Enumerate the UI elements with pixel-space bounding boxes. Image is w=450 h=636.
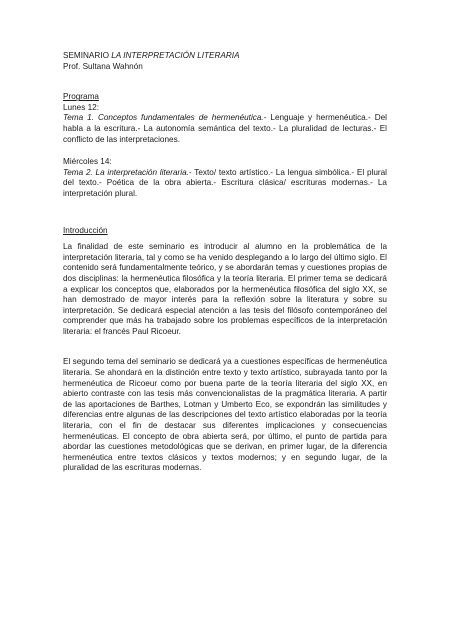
introduction-heading: Introducción	[63, 225, 108, 235]
topic-heading: Tema 1. Conceptos fundamentales de hermenéutica.	[63, 113, 264, 123]
professor-name: Prof. Sultana Wahnón	[63, 61, 143, 71]
topic-heading: Tema 2. La interpretación literaria.	[63, 167, 189, 177]
topic-body: - Lenguaje y hermenéutica.- Del habla a la escritura.- La autonomía semántica del texto.- La pluralidad de lecturas.- El conflicto de las interpretaciones.	[63, 113, 387, 144]
session-topic-text	[63, 113, 387, 145]
introduction-paragraph-2: El segundo tema del seminario se dedicará ya a cuestiones específicas de hermenéutica literaria. Se ahondará en la distinción entre texto y texto artístico, subrayada tanto por la hermenéutica de Ricoeur como por buena parte de la teoría literaria del siglo XX, en abierto contraste con las tesis más convencionalistas de la pragmática literaria. A partir de las aportaciones de Barthes, Lotman y Umberto Eco, se expondrán las similitudes y diferencias entre algunas de las descripciones del texto artístico elaboradas por la teoría literaria, con el fin de destacar sus diferentes implicaciones y consecuencias hermenéuticas. El concepto de obra abierta será, por último, el punto de partida para abordar las cuestiones metodológicas que se derivan, en primer lugar, de la diferencia hermenéutica entre textos clásicos y textos modernos; y en segundo lugar, de la pluralidad de las escrituras modernas.	[63, 357, 387, 473]
program-heading: Programa	[63, 92, 99, 102]
topic-body: - Texto/ texto artístico.- La lengua simbólica.- El plural del texto.- Poética de la obra abierta.- Escritura clásica/ escrituras modernas.- La interpretación plural.	[63, 167, 387, 198]
seminar-title: LA INTERPRETACIÓN LITERARIA	[111, 51, 240, 60]
session-monday	[63, 103, 387, 145]
document-page	[63, 51, 387, 474]
session-day: Lunes 12:	[63, 102, 99, 112]
introduction-paragraph-1: La finalidad de este seminario es introducir al alumno en la problemática de la interpretación literaria, tal y como se ha venido desplegando a lo largo del último siglo. El contenido será fundamentalmente teórico, y se abordarán temas y cuestiones propias de dos disciplinas: la hermenéutica filosófica y la teoría literaria. El primer tema se dedicará a explicar los conceptos que, elaborados por la hermenéutica filosófica del siglo XX, se han demostrado de mayor interés para la reflexión sobre la literatura y sobre su interpretación. Se dedicará especial atención a las tesis del filósofo contemporáneo del comprender que más ha trabajado sobre los problemas específicos de la interpretación literaria: el francés Paul Ricoeur.	[63, 242, 387, 336]
session-topic-text	[63, 168, 387, 200]
seminar-prefix: SEMINARIO	[63, 51, 112, 60]
session-wednesday	[63, 157, 387, 199]
session-day: Miércoles 14:	[63, 157, 112, 167]
seminar-title-line	[63, 51, 387, 62]
